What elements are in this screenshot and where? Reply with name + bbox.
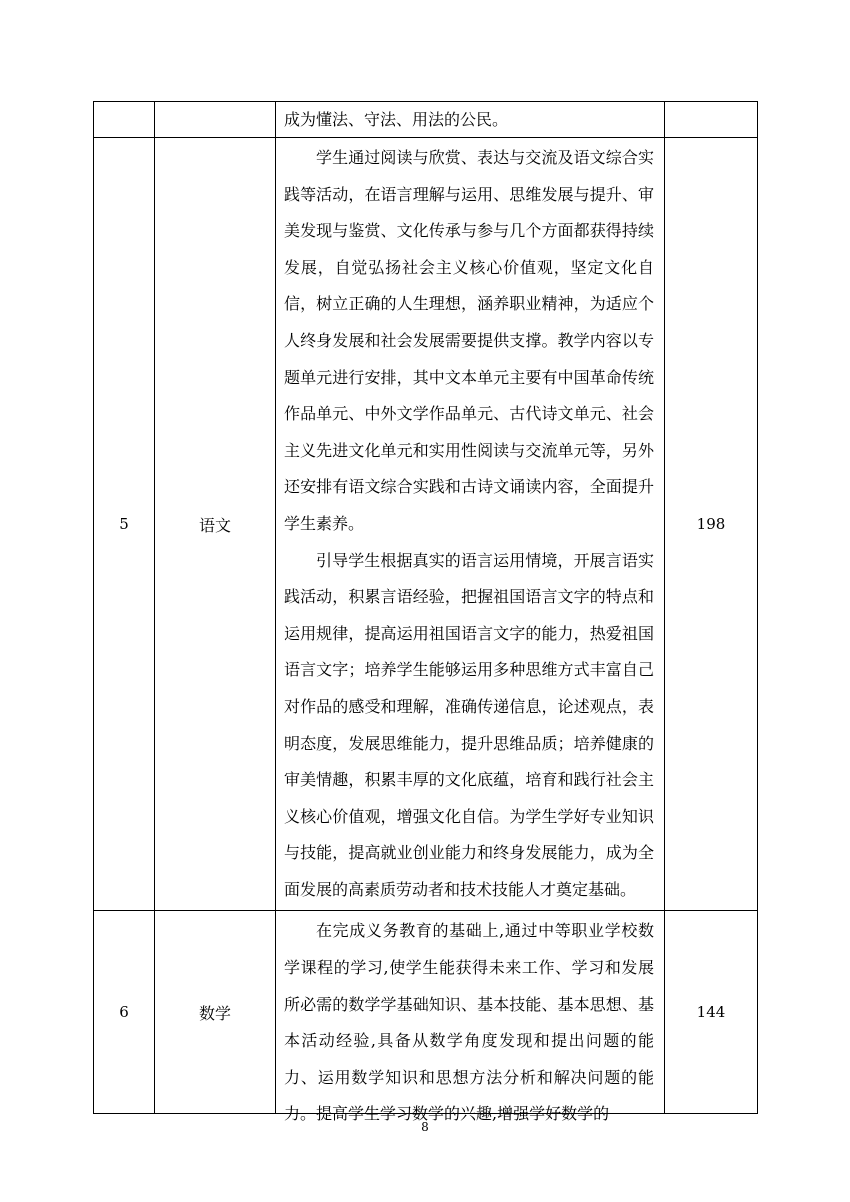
course-hours: 198 (665, 138, 758, 911)
description-paragraph: 学生通过阅读与欣赏、表达与交流及语文综合实践等活动，在语言理解与运用、思维发展与提升、审美发现与鉴赏、文化传承与参与几个方面都获得持续发展，自觉弘扬社会主义核心价值观，坚定文化自信，树立正确的人生理想，涵养职业精神，为适应个人终身发展和社会发展需要提供支撑。教学内容以专题单元进行安排，其中文本单元主要有中国革命传统作品单元、中外文学作品单元、古代诗文单元、社会主义先进文化单元和实用性阅读与交流单元等，另外还安排有语文综合实践和古诗文诵读内容，全面提升学生素养。 (284, 148, 654, 533)
course-hours: 144 (665, 911, 758, 1114)
course-number (94, 102, 155, 138)
course-description (276, 102, 665, 138)
course-number: 6 (94, 911, 155, 1114)
course-number: 5 (94, 138, 155, 911)
table-row (94, 138, 758, 911)
course-description (276, 911, 665, 1124)
description-paragraph: 在完成义务教育的基础上,通过中等职业学校数学课程的学习,使学生能获得未来工作、学习和发展所必需的数学学基础知识、基本技能、基本思想、基本活动经验,具备从数学角度发现和提出问题的能力、运用数学知识和思想方法分析和解决问题的能力。提高学生学习数学的兴趣,增强学好数学的 (284, 921, 654, 1124)
table-row (94, 102, 758, 138)
page-number: 8 (421, 1120, 429, 1134)
description-paragraph: 成为懂法、守法、用法的公民。 (284, 109, 509, 129)
course-description (276, 138, 665, 911)
course-hours (665, 102, 758, 138)
description-paragraph: 引导学生根据真实的语言运用情境，开展言语实践活动，积累言语经验，把握祖国语言文字的特点和运用规律，提高运用祖国语言文字的能力，热爱祖国语言文字；培养学生能够运用多种思维方式丰富自己对作品的感受和理解，准确传递信息，论述观点，表明态度，发展思维能力，提升思维品质；培养健康的审美情趣，积累丰厚的文化底蕴，培育和践行社会主义核心价值观，增强文化自信。为学生学好专业知识与技能，提高就业创业能力和终身发展能力，成为全面发展的高素质劳动者和技术技能人才奠定基础。 (284, 550, 654, 899)
course-name: 语文 (155, 138, 276, 911)
course-name (155, 102, 276, 138)
course-name: 数学 (155, 911, 276, 1114)
course-table (93, 101, 758, 1124)
description-clip (284, 913, 654, 1124)
table-row (94, 911, 758, 1114)
